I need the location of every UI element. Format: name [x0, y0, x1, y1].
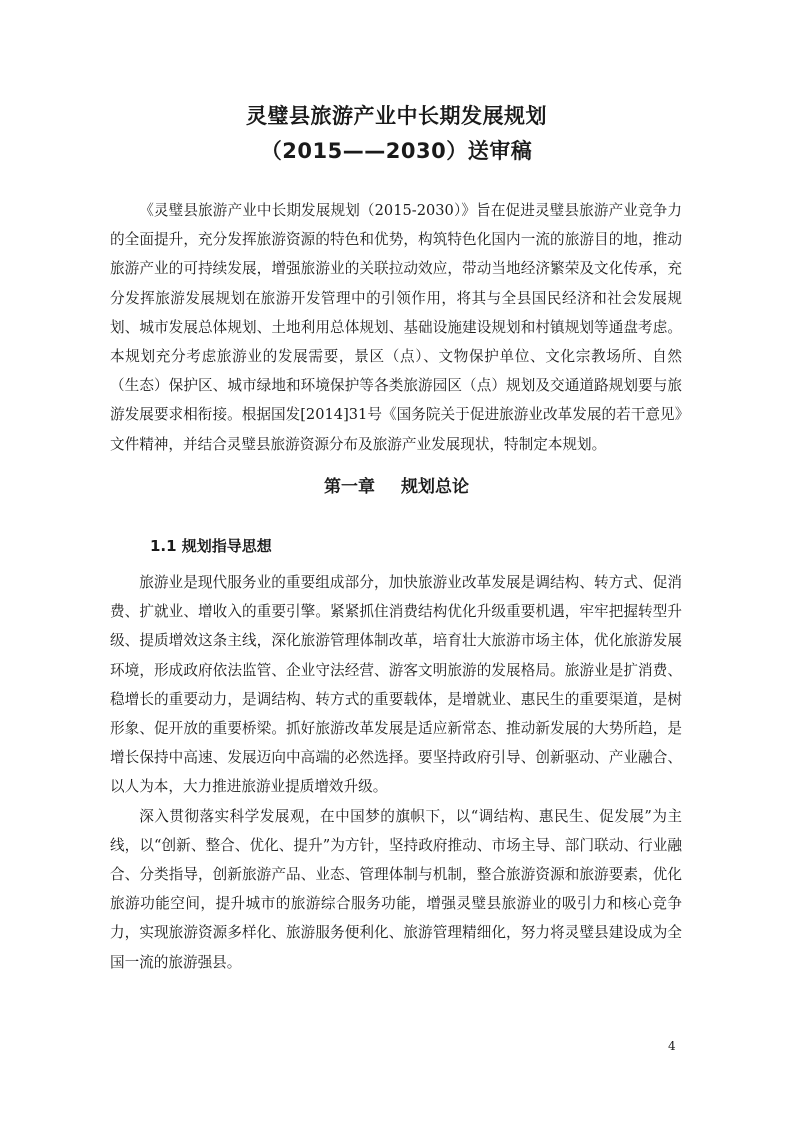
- body-paragraph: 深入贯彻落实科学发展观，在中国梦的旗帜下，以“调结构、惠民生、促发展”为主线，以“创新、整合、优化、提升”为方针，坚持政府推动、市场主导、部门联动、行业融合、分类指导，创新旅游产品、业态、管理体制与机制，整合旅游资源和旅游要素，优化旅游功能空间，提升城市的旅游综合服务功能，增强灵璧县旅游业的吸引力和核心竞争力，实现旅游资源多样化、旅游服务便利化、旅游管理精细化，努力将灵璧县建设成为全国一流的旅游强县。: [110, 807, 682, 971]
- document-title: 灵璧县旅游产业中长期发展规划: [246, 104, 547, 128]
- section-heading: 1.1 规划指导思想: [150, 537, 272, 555]
- chapter-title: 规划总论: [401, 477, 469, 497]
- document-subtitle: （2015——2030）送审稿: [260, 139, 533, 163]
- intro-section: [110, 196, 682, 459]
- body-paragraph: 旅游业是现代服务业的重要组成部分，加快旅游业改革发展是调结构、转方式、促消费、扩就业、增收入的重要引擎。紧紧抓住消费结构优化升级重要机遇，牢牢把握转型升级、提质增效这条主线，深化旅游管理体制改革，培育壮大旅游市场主体，优化旅游发展环境，形成政府依法监管、企业守法经营、游客文明旅游的发展格局。旅游业是扩消费、稳增长的重要动力，是调结构、转方式的重要载体，是增就业、惠民生的重要渠道，是树形象、促开放的重要桥梁。抓好旅游改革发展是适应新常态、推动新发展的大势所趋，是增长保持中高速、发展迈向中高端的必然选择。要坚持政府引导、创新驱动、产业融合、以人为本，大力推进旅游业提质增效升级。: [110, 574, 682, 796]
- intro-paragraph: 《灵璧县旅游产业中长期发展规划（2015-2030）》旨在促进灵璧县旅游产业竞争力的全面提升，充分发挥旅游资源的特色和优势，构筑特色化国内一流的旅游目的地，推动旅游产业的可持续发展，增强旅游业的关联拉动效应，带动当地经济繁荣及文化传承，充分发挥旅游发展规划在旅游开发管理中的引领作用，将其与全县国民经济和社会发展规划、城市发展总体规划、土地利用总体规划、基础设施建设规划和村镇规划等通盘考虑。本规划充分考虑旅游业的发展需要，景区（点）、文物保护单位、文化宗教场所、自然（生态）保护区、城市绿地和环境保护等各类旅游园区（点）规划及交通道路规划要与旅游发展要求相衔接。根据国发[2014]31号《国务院关于促进旅游业改革发展的若干意见》文件精神，并结合灵璧县旅游资源分布及旅游产业发展现状，特制定本规划。: [110, 202, 682, 453]
- chapter-number: 第一章: [324, 477, 375, 497]
- section-body: [110, 568, 682, 977]
- chapter-heading: [0, 479, 793, 496]
- page-number: 4: [668, 1039, 676, 1053]
